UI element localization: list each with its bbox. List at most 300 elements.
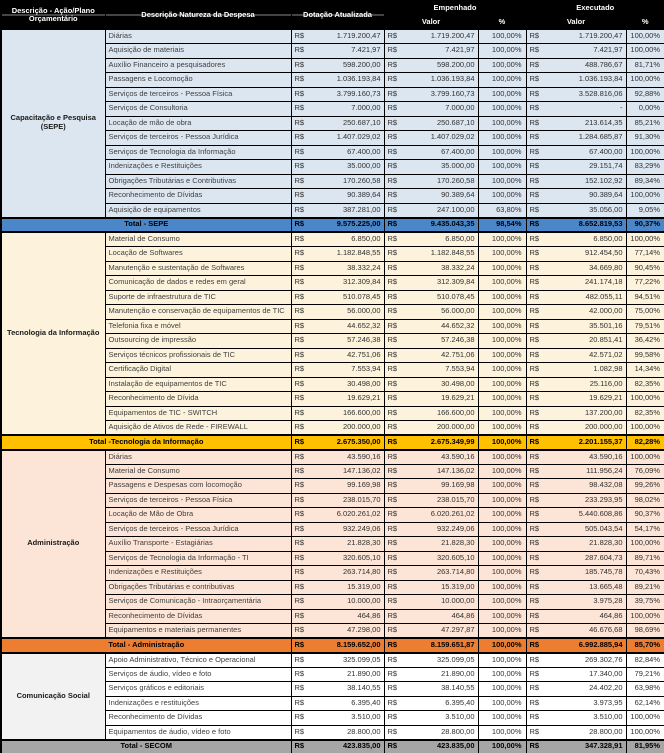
header-executado-group: Executado	[526, 1, 664, 15]
amount-value: 147.136,02	[436, 465, 475, 475]
currency-symbol: R$	[387, 335, 398, 345]
dotacao-cell	[291, 116, 384, 131]
amount-value: 43.590,16	[347, 451, 381, 461]
amount-value: 67.400,00	[441, 146, 475, 156]
amount-value: 8.159.651,87	[430, 639, 475, 649]
dotacao-cell	[291, 566, 384, 581]
amount-value: 137.200,00	[584, 407, 623, 417]
executado-valor-cell	[526, 392, 626, 407]
empenhado-pct-cell: 100,00%	[478, 44, 526, 59]
empenhado-valor-cell	[384, 682, 478, 697]
executado-pct-cell: 100,00%	[626, 392, 664, 407]
amount-value: 166.600,00	[342, 407, 381, 417]
executado-valor-cell	[526, 102, 626, 117]
dotacao-cell	[291, 667, 384, 682]
empenhado-valor-cell	[384, 363, 478, 378]
expense-description: Serviços de Tecnologia da Informação - TI	[105, 551, 291, 566]
amount-value: 170.260,58	[342, 175, 381, 185]
amount-value: 464,86	[599, 610, 623, 620]
total-dotacao-cell	[291, 638, 384, 653]
currency-symbol: R$	[529, 262, 540, 272]
currency-symbol: R$	[294, 654, 305, 664]
amount-value: 213.614,35	[584, 117, 623, 127]
executado-valor-cell	[526, 58, 626, 73]
amount-value: 38.140,55	[347, 683, 381, 693]
amount-value: 19.629,21	[589, 393, 623, 403]
currency-symbol: R$	[529, 219, 540, 229]
currency-symbol: R$	[387, 581, 398, 591]
amount-value: 67.400,00	[347, 146, 381, 156]
executado-valor-cell	[526, 696, 626, 711]
currency-symbol: R$	[294, 364, 305, 374]
currency-symbol: R$	[387, 712, 398, 722]
amount-value: 200.000,00	[342, 422, 381, 432]
currency-symbol: R$	[387, 146, 398, 156]
empenhado-pct-cell: 100,00%	[478, 261, 526, 276]
empenhado-valor-cell	[384, 203, 478, 218]
executado-valor-cell	[526, 624, 626, 639]
empenhado-pct-cell: 63,80%	[478, 203, 526, 218]
executado-valor-cell	[526, 508, 626, 523]
amount-value: 30.498,00	[347, 378, 381, 388]
amount-value: 482.055,11	[585, 291, 623, 301]
empenhado-valor-cell	[384, 696, 478, 711]
currency-symbol: R$	[387, 683, 398, 693]
empenhado-pct-cell: 100,00%	[478, 464, 526, 479]
currency-symbol: R$	[294, 422, 305, 432]
currency-symbol: R$	[387, 494, 398, 504]
amount-value: 46.676,68	[589, 625, 623, 635]
expense-description: Passagens e Locomoção	[105, 73, 291, 88]
currency-symbol: R$	[387, 610, 398, 620]
total-row	[1, 435, 664, 450]
amount-value: 250.687,10	[436, 117, 475, 127]
empenhado-valor-cell	[384, 479, 478, 494]
executado-valor-cell	[526, 653, 626, 668]
dotacao-cell	[291, 348, 384, 363]
expense-description: Passagens e Despesas com locomoção	[105, 479, 291, 494]
currency-symbol: R$	[387, 726, 398, 736]
currency-symbol: R$	[387, 654, 398, 664]
empenhado-valor-cell	[384, 464, 478, 479]
amount-value: 8.159.652,00	[336, 639, 381, 649]
empenhado-pct-cell: 100,00%	[478, 276, 526, 291]
amount-value: 21.890,00	[347, 668, 381, 678]
amount-value: 90.389,64	[441, 190, 475, 200]
currency-symbol: R$	[294, 567, 305, 577]
currency-symbol: R$	[294, 552, 305, 562]
total-executado-valor-cell	[526, 435, 626, 450]
dotacao-cell	[291, 131, 384, 146]
expense-description: Locação de mão de obra	[105, 116, 291, 131]
empenhado-pct-cell: 100,00%	[478, 566, 526, 581]
currency-symbol: R$	[387, 422, 398, 432]
amount-value: 35.501,16	[589, 320, 623, 330]
amount-value: 10.000,00	[347, 596, 381, 606]
currency-symbol: R$	[294, 219, 305, 229]
empenhado-valor-cell	[384, 87, 478, 102]
executado-valor-cell	[526, 595, 626, 610]
empenhado-valor-cell	[384, 508, 478, 523]
amount-value: 238.015,70	[342, 494, 381, 504]
empenhado-pct-cell: 100,00%	[478, 73, 526, 88]
empenhado-valor-cell	[384, 116, 478, 131]
empenhado-valor-cell	[384, 247, 478, 262]
amount-value: 7.553,94	[445, 364, 475, 374]
header-empenhado-valor: Valor	[384, 15, 478, 29]
executado-pct-cell: 63,98%	[626, 682, 664, 697]
executado-pct-cell: 75,00%	[626, 305, 664, 320]
amount-value: 56.000,00	[441, 306, 475, 316]
currency-symbol: R$	[529, 712, 540, 722]
amount-value: 13.665,48	[589, 581, 623, 591]
executado-pct-cell: 100,00%	[626, 421, 664, 436]
amount-value: 510.078,45	[436, 291, 475, 301]
expense-description: Serviços de terceiros - Pessoa Jurídica	[105, 522, 291, 537]
expense-description: Manutenção e sustentação de Softwares	[105, 261, 291, 276]
header-dotacao-column: Dotação Atualizada	[291, 1, 384, 29]
currency-symbol: R$	[387, 393, 398, 403]
currency-symbol: R$	[529, 726, 540, 736]
empenhado-valor-cell	[384, 305, 478, 320]
currency-symbol: R$	[529, 320, 540, 330]
empenhado-valor-cell	[384, 551, 478, 566]
currency-symbol: R$	[387, 30, 398, 40]
amount-value: 325.099,05	[436, 654, 475, 664]
currency-symbol: R$	[529, 581, 540, 591]
currency-symbol: R$	[387, 175, 398, 185]
expense-description: Aquisição de Ativos de Rede - FIREWALL	[105, 421, 291, 436]
currency-symbol: R$	[294, 88, 305, 98]
amount-value: 15.319,00	[441, 581, 475, 591]
total-row	[1, 740, 664, 753]
expense-description: Serviços técnicos profissionais de TIC	[105, 348, 291, 363]
expense-description: Indenizações e restituições	[105, 696, 291, 711]
amount-value: 269.302,76	[584, 654, 623, 664]
empenhado-valor-cell	[384, 73, 478, 88]
dotacao-cell	[291, 493, 384, 508]
currency-symbol: R$	[294, 335, 305, 345]
amount-value: 57.246,38	[347, 335, 381, 345]
empenhado-valor-cell	[384, 537, 478, 552]
empenhado-pct-cell: 100,00%	[478, 392, 526, 407]
currency-symbol: R$	[294, 480, 305, 490]
amount-value: 241.174,18	[584, 277, 623, 287]
empenhado-valor-cell	[384, 450, 478, 465]
executado-pct-cell: 85,21%	[626, 116, 664, 131]
expense-description: Material de Consumo	[105, 232, 291, 247]
expense-description: Indenizações e Restituições	[105, 160, 291, 175]
currency-symbol: R$	[529, 234, 540, 244]
currency-symbol: R$	[529, 436, 540, 446]
amount-value: 932.249,06	[342, 523, 381, 533]
executado-pct-cell: 99,26%	[626, 479, 664, 494]
executado-valor-cell	[526, 537, 626, 552]
dotacao-cell	[291, 406, 384, 421]
amount-value: 1.407.029,02	[430, 132, 475, 142]
total-executado-pct-cell: 81,95%	[626, 740, 664, 753]
expense-row	[1, 232, 664, 247]
currency-symbol: R$	[529, 88, 540, 98]
currency-symbol: R$	[387, 378, 398, 388]
amount-value: 35.056,00	[589, 204, 623, 214]
amount-value: 2.675.349,99	[430, 436, 475, 446]
amount-value: 152.102,92	[584, 175, 623, 185]
amount-value: 7.000,00	[445, 103, 475, 113]
empenhado-valor-cell	[384, 667, 478, 682]
currency-symbol: R$	[529, 697, 540, 707]
executado-valor-cell	[526, 87, 626, 102]
executado-valor-cell	[526, 73, 626, 88]
amount-value: 30.498,00	[441, 378, 475, 388]
empenhado-valor-cell	[384, 145, 478, 160]
amount-value: 464,86	[357, 610, 381, 620]
empenhado-valor-cell	[384, 319, 478, 334]
amount-value: 3.799.160,73	[336, 88, 381, 98]
amount-value: 200.000,00	[436, 422, 475, 432]
executado-valor-cell	[526, 276, 626, 291]
dotacao-cell	[291, 276, 384, 291]
currency-symbol: R$	[294, 712, 305, 722]
dotacao-cell	[291, 377, 384, 392]
amount-value: 320.605,10	[436, 552, 475, 562]
executado-pct-cell: 100,00%	[626, 725, 664, 740]
empenhado-valor-cell	[384, 711, 478, 726]
currency-symbol: R$	[387, 668, 398, 678]
amount-value: 3.510,00	[593, 712, 623, 722]
section-label: Administração	[1, 450, 105, 639]
empenhado-pct-cell: 100,00%	[478, 247, 526, 262]
amount-value: 464,86	[451, 610, 475, 620]
amount-value: 35.000,00	[441, 161, 475, 171]
empenhado-pct-cell: 100,00%	[478, 160, 526, 175]
currency-symbol: R$	[387, 552, 398, 562]
executado-valor-cell	[526, 29, 626, 44]
amount-value: 9.435.043,35	[430, 219, 475, 229]
empenhado-valor-cell	[384, 29, 478, 44]
expense-description: Indenizações e Restituições	[105, 566, 291, 581]
header-executado-pct: %	[626, 15, 664, 29]
currency-symbol: R$	[387, 480, 398, 490]
section-label: Capacitação e Pesquisa (SEPE)	[1, 29, 105, 218]
empenhado-pct-cell: 100,00%	[478, 624, 526, 639]
amount-value: 28.800,00	[347, 726, 381, 736]
expense-description: Serviços gráficos e editoriais	[105, 682, 291, 697]
executado-pct-cell: 89,34%	[626, 174, 664, 189]
dotacao-cell	[291, 232, 384, 247]
currency-symbol: R$	[387, 132, 398, 142]
amount-value: 38.332,24	[441, 262, 475, 272]
currency-symbol: R$	[529, 567, 540, 577]
executado-valor-cell	[526, 203, 626, 218]
currency-symbol: R$	[529, 103, 540, 113]
currency-symbol: R$	[529, 161, 540, 171]
executado-valor-cell	[526, 160, 626, 175]
amount-value: 312.309,84	[342, 277, 381, 287]
total-empenhado-valor-cell	[384, 740, 478, 753]
currency-symbol: R$	[529, 190, 540, 200]
amount-value: 320.605,10	[342, 552, 381, 562]
currency-symbol: R$	[529, 639, 540, 649]
empenhado-pct-cell: 100,00%	[478, 406, 526, 421]
expense-description: Reconhecimento de Dívidas	[105, 609, 291, 624]
table-header	[1, 1, 664, 29]
amount-value: 6.395,40	[445, 697, 475, 707]
empenhado-valor-cell	[384, 653, 478, 668]
empenhado-pct-cell: 100,00%	[478, 348, 526, 363]
amount-value: 10.000,00	[441, 596, 475, 606]
currency-symbol: R$	[529, 349, 540, 359]
amount-value: 25.116,00	[589, 378, 623, 388]
executado-pct-cell: 89,71%	[626, 551, 664, 566]
currency-symbol: R$	[529, 683, 540, 693]
amount-value: 5.440.608,86	[578, 509, 623, 519]
expense-description: Equipamentos de TIC - SWITCH	[105, 406, 291, 421]
dotacao-cell	[291, 102, 384, 117]
amount-value: 24.402,20	[589, 683, 623, 693]
currency-symbol: R$	[294, 726, 305, 736]
amount-value: 17.340,00	[589, 668, 623, 678]
expense-description: Apoio Administrativo, Técnico e Operacional	[105, 653, 291, 668]
amount-value: 3.510,00	[351, 712, 381, 722]
currency-symbol: R$	[294, 74, 305, 84]
executado-pct-cell: 39,75%	[626, 595, 664, 610]
currency-symbol: R$	[529, 654, 540, 664]
dotacao-cell	[291, 479, 384, 494]
currency-symbol: R$	[294, 45, 305, 55]
total-executado-pct-cell: 90,37%	[626, 218, 664, 233]
executado-valor-cell	[526, 44, 626, 59]
amount-value: 263.714,80	[342, 567, 381, 577]
expense-description: Diárias	[105, 29, 291, 44]
empenhado-valor-cell	[384, 174, 478, 189]
executado-valor-cell	[526, 609, 626, 624]
executado-valor-cell	[526, 145, 626, 160]
empenhado-pct-cell: 100,00%	[478, 522, 526, 537]
executado-valor-cell	[526, 406, 626, 421]
total-row	[1, 218, 664, 233]
executado-valor-cell	[526, 305, 626, 320]
executado-valor-cell	[526, 580, 626, 595]
dotacao-cell	[291, 682, 384, 697]
header-section-column: Descrição - Ação/Plano Orçamentário	[1, 1, 105, 29]
currency-symbol: R$	[387, 407, 398, 417]
empenhado-valor-cell	[384, 160, 478, 175]
amount-value: 3.510,00	[445, 712, 475, 722]
currency-symbol: R$	[529, 74, 540, 84]
currency-symbol: R$	[294, 610, 305, 620]
currency-symbol: R$	[294, 393, 305, 403]
executado-valor-cell	[526, 232, 626, 247]
currency-symbol: R$	[294, 668, 305, 678]
amount-value: 263.714,80	[436, 567, 475, 577]
executado-valor-cell	[526, 174, 626, 189]
amount-value: 1.082,98	[593, 364, 623, 374]
amount-value: 7.000,00	[351, 103, 381, 113]
currency-symbol: R$	[387, 639, 398, 649]
expense-description: Outsourcing de impressão	[105, 334, 291, 349]
dotacao-cell	[291, 624, 384, 639]
currency-symbol: R$	[529, 465, 540, 475]
total-executado-pct-cell: 85,70%	[626, 638, 664, 653]
amount-value: 598.200,00	[436, 59, 475, 69]
amount-value: 28.800,00	[441, 726, 475, 736]
executado-valor-cell	[526, 261, 626, 276]
amount-value: 147.136,02	[342, 465, 381, 475]
executado-valor-cell	[526, 566, 626, 581]
currency-symbol: R$	[387, 465, 398, 475]
amount-value: 3.973,95	[593, 697, 623, 707]
amount-value: 57.246,38	[441, 335, 475, 345]
currency-symbol: R$	[387, 567, 398, 577]
dotacao-cell	[291, 29, 384, 44]
amount-value: 7.553,94	[351, 364, 381, 374]
amount-value: 238.015,70	[436, 494, 475, 504]
executado-pct-cell: 100,00%	[626, 537, 664, 552]
expense-description: Reconhecimento de Dívida	[105, 392, 291, 407]
executado-pct-cell: 100,00%	[626, 711, 664, 726]
dotacao-cell	[291, 247, 384, 262]
amount-value: 6.395,40	[351, 697, 381, 707]
currency-symbol: R$	[529, 668, 540, 678]
executado-pct-cell: 91,30%	[626, 131, 664, 146]
section-label: Tecnologia da Informação	[1, 232, 105, 435]
currency-symbol: R$	[294, 262, 305, 272]
empenhado-pct-cell: 100,00%	[478, 682, 526, 697]
amount-value: 2.201.155,37	[578, 436, 623, 446]
amount-value: 42.571,02	[589, 349, 623, 359]
currency-symbol: R$	[387, 204, 398, 214]
executado-valor-cell	[526, 464, 626, 479]
currency-symbol: R$	[529, 117, 540, 127]
amount-value: 43.590,16	[441, 451, 475, 461]
empenhado-pct-cell: 100,00%	[478, 174, 526, 189]
currency-symbol: R$	[387, 509, 398, 519]
amount-value: 42.751,06	[441, 349, 475, 359]
expense-description: Serviços de terceiros - Pessoa Jurídica	[105, 131, 291, 146]
empenhado-valor-cell	[384, 131, 478, 146]
executado-pct-cell: 98,02%	[626, 493, 664, 508]
empenhado-valor-cell	[384, 580, 478, 595]
currency-symbol: R$	[294, 639, 305, 649]
currency-symbol: R$	[529, 364, 540, 374]
header-nature-column: Descrição Natureza da Despesa	[105, 1, 291, 29]
amount-value: 505.043,54	[584, 523, 623, 533]
currency-symbol: R$	[294, 204, 305, 214]
empenhado-valor-cell	[384, 102, 478, 117]
currency-symbol: R$	[529, 378, 540, 388]
executado-pct-cell: 100,00%	[626, 232, 664, 247]
executado-pct-cell: 14,34%	[626, 363, 664, 378]
expense-description: Aquisição de materiais	[105, 44, 291, 59]
dotacao-cell	[291, 537, 384, 552]
dotacao-cell	[291, 421, 384, 436]
executado-pct-cell: 98,69%	[626, 624, 664, 639]
currency-symbol: R$	[387, 117, 398, 127]
executado-pct-cell: 90,45%	[626, 261, 664, 276]
total-label: Total -Tecnologia da Informação	[1, 435, 291, 450]
amount-value: 3.799.160,73	[430, 88, 475, 98]
amount-value: 912.454,50	[584, 248, 623, 258]
executado-pct-cell: 100,00%	[626, 189, 664, 204]
dotacao-cell	[291, 595, 384, 610]
amount-value: 99.169,98	[347, 480, 381, 490]
amount-value: 185.745,78	[584, 567, 623, 577]
empenhado-pct-cell: 100,00%	[478, 725, 526, 740]
amount-value: 19.629,21	[441, 393, 475, 403]
currency-symbol: R$	[294, 596, 305, 606]
total-dotacao-cell	[291, 218, 384, 233]
